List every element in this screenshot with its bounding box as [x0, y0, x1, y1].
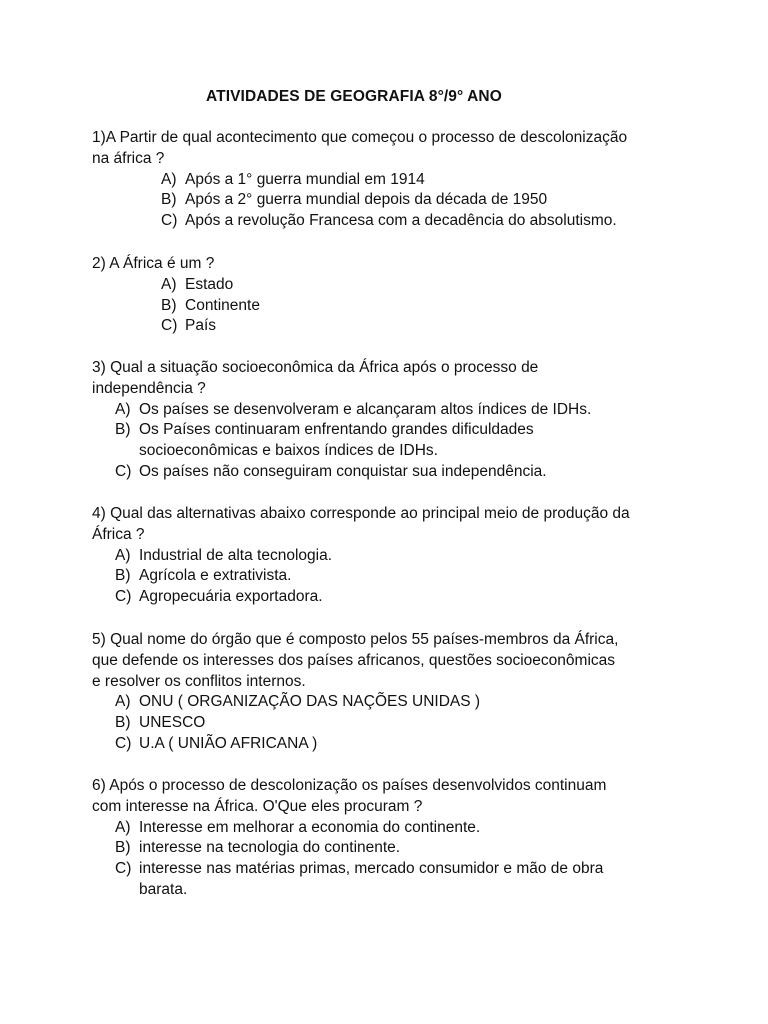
option-text-continued: socioeconômicas e baixos índices de IDHs.: [139, 442, 438, 460]
question-2: [92, 254, 692, 337]
option-text: U.A ( UNIÃO AFRICANA ): [139, 734, 318, 752]
option-letter: B): [115, 839, 131, 857]
option-text: País: [185, 317, 217, 335]
option-letter: A): [115, 546, 131, 564]
option-text: Os países se desenvolveram e alcançaram altos índices de IDHs.: [139, 400, 592, 418]
question-5-stem-line-2: que defende os interesses dos países africanos, questões socioeconômicas: [92, 651, 616, 669]
question-4-stem-line-2: África ?: [92, 525, 145, 543]
option-letter: A): [115, 693, 131, 711]
question-2-option-c: [92, 316, 692, 337]
question-1-option-b: [92, 190, 692, 211]
option-text: Continente: [185, 296, 260, 314]
option-letter: B): [115, 714, 131, 732]
question-5-option-c: [92, 734, 692, 755]
question-6-stem-line-1: 6) Após o processo de descolonização os países desenvolvidos continuam: [92, 777, 607, 794]
question-4-options: [92, 546, 692, 608]
option-text: interesse nas matérias primas, mercado consumidor e mão de obra: [139, 860, 604, 878]
question-4-option-c: [92, 587, 692, 608]
question-1-stem-line-1: 1)A Partir de qual acontecimento que começou o processo de descolonização: [92, 129, 628, 146]
question-4-option-a: [92, 546, 692, 567]
question-4: [92, 504, 692, 608]
option-letter: C): [115, 588, 132, 606]
option-letter: A): [161, 275, 177, 293]
question-6-option-b: [92, 838, 692, 859]
question-3-stem-line-2: independência ?: [92, 379, 206, 397]
option-letter: C): [115, 860, 132, 878]
option-text: Agrícola e extrativista.: [139, 567, 292, 585]
question-5-stem-line-3: e resolver os conflitos internos.: [92, 672, 306, 690]
option-text: UNESCO: [139, 714, 206, 732]
question-6: [92, 776, 692, 901]
question-6-option-a: [92, 818, 692, 839]
option-text: Após a 1° guerra mundial em 1914: [185, 170, 425, 188]
question-2-options: [92, 275, 692, 337]
question-6-option-c: [92, 859, 692, 901]
option-letter: B): [161, 191, 177, 209]
option-letter: C): [115, 734, 132, 752]
question-1: [92, 128, 692, 232]
question-4-option-b: [92, 566, 692, 587]
option-letter: C): [161, 212, 178, 230]
question-2-option-a: [92, 275, 692, 296]
question-1-options: [92, 170, 692, 232]
question-6-stem-line-2: com interesse na África. O'Que eles procuram ?: [92, 797, 423, 815]
question-3-option-a: [92, 400, 692, 421]
question-5: [92, 630, 692, 755]
option-text: Após a 2° guerra mundial depois da década de 1950: [185, 191, 548, 209]
option-letter: B): [115, 421, 131, 439]
option-text: Interesse em melhorar a economia do continente.: [139, 818, 481, 836]
question-6-options: [92, 818, 692, 901]
question-5-options: [92, 692, 692, 754]
question-3-option-c: [92, 462, 692, 483]
option-text: ONU ( ORGANIZAÇÃO DAS NAÇÕES UNIDAS ): [139, 693, 481, 711]
option-text: Os Países continuaram enfrentando grandes dificuldades: [139, 421, 534, 439]
option-text: Agropecuária exportadora.: [139, 588, 323, 606]
question-3: [92, 358, 692, 483]
option-letter: A): [115, 400, 131, 418]
question-1-stem-line-2: na áfrica ?: [92, 149, 165, 167]
option-letter: C): [161, 317, 178, 335]
question-4-stem-line-1: 4) Qual das alternativas abaixo corresponde ao principal meio de produção da: [92, 505, 630, 522]
option-text: interesse na tecnologia do continente.: [139, 839, 401, 857]
question-5-option-a: [92, 692, 692, 713]
question-3-stem-line-1: 3) Qual a situação socioeconômica da África após o processo de: [92, 359, 539, 376]
option-text: Os países não conseguiram conquistar sua independência.: [139, 462, 547, 480]
question-2-option-b: [92, 296, 692, 317]
option-letter: B): [161, 296, 177, 314]
option-letter: A): [115, 818, 131, 836]
question-1-option-c: [92, 211, 692, 232]
question-2-stem-line-1: 2) A África é um ?: [92, 255, 215, 272]
question-5-option-b: [92, 713, 692, 734]
option-letter: B): [115, 567, 131, 585]
option-letter: A): [161, 170, 177, 188]
page-title: ATIVIDADES DE GEOGRAFIA 8°/9° ANO: [206, 88, 502, 105]
question-3-option-b: [92, 420, 692, 462]
question-3-options: [92, 400, 692, 483]
question-1-option-a: [92, 170, 692, 191]
question-5-stem-line-1: 5) Qual nome do órgão que é composto pelos 55 países-membros da África,: [92, 631, 619, 648]
option-letter: C): [115, 462, 132, 480]
option-text-continued: barata.: [139, 880, 188, 898]
option-text: Industrial de alta tecnologia.: [139, 546, 333, 564]
option-text: Estado: [185, 275, 234, 293]
option-text: Após a revolução Francesa com a decadência do absolutismo.: [185, 212, 617, 230]
